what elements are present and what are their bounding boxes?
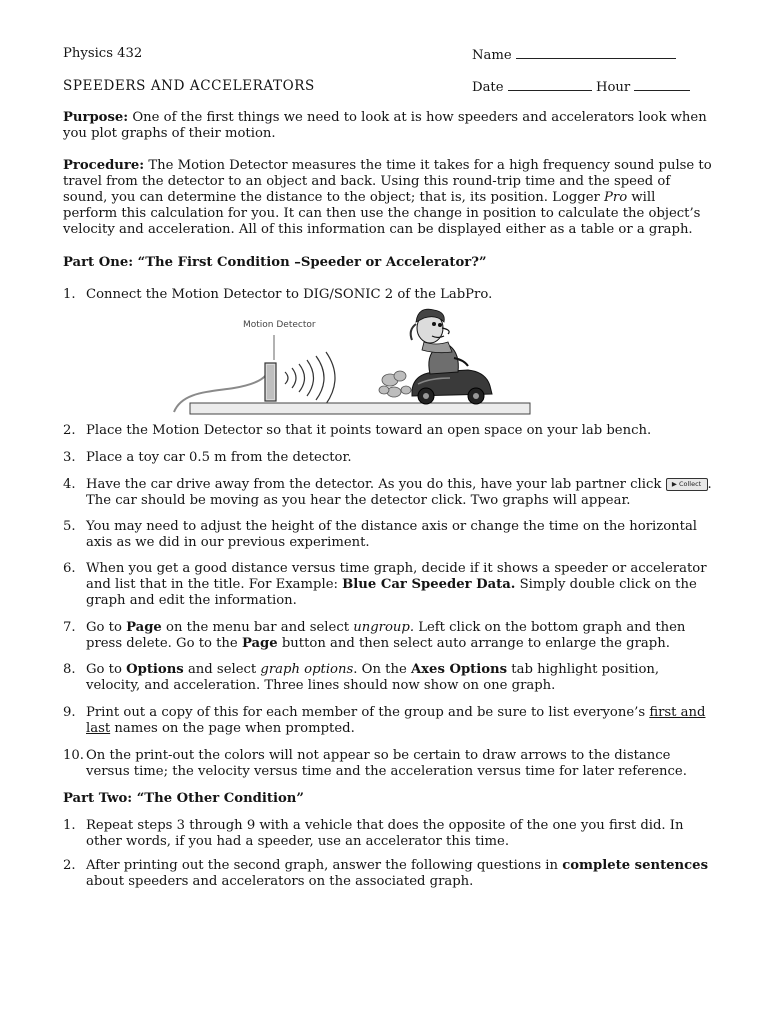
step-number: 6.	[63, 561, 76, 576]
hour-label: Hour	[595, 80, 631, 95]
step8-graph-options: graph options	[260, 662, 354, 677]
step-number: 2.	[63, 858, 76, 873]
step-number: 5.	[63, 519, 76, 534]
step-number: 3.	[63, 450, 76, 465]
dust-clouds	[379, 371, 411, 397]
procedure-pro: Pro	[604, 190, 628, 205]
sound-wave	[307, 360, 314, 396]
date-label: Date	[472, 80, 504, 95]
sound-wave	[292, 368, 296, 388]
p2-step2-text-b: about speeders and accelerators on the associated graph.	[86, 874, 474, 889]
step-text: Place the Motion Detector so that it points toward an open space on your lab bench.	[86, 423, 652, 438]
step-text: On the print-out the colors will not appear so be certain to draw arrows to the distance versus time; the velocity versus time and the acceleration versus time for later reference.	[86, 748, 687, 779]
play-icon: ▶	[671, 480, 677, 488]
step-text	[86, 561, 714, 609]
purpose-label: Purpose:	[63, 110, 129, 125]
p2-step2-text-a: After printing out the second graph, answer the following questions in	[86, 858, 558, 873]
step8-text-b: and select	[187, 662, 257, 677]
collect-label: Collect	[678, 480, 702, 488]
step7-ungroup: ungroup.	[353, 620, 415, 635]
motion-detector-figure	[168, 308, 538, 420]
step-text: Repeat steps 3 through 9 with a vehicle that does the opposite of the one you first did. In other words, if you had a speeder, use an accelerator this time.	[86, 818, 684, 849]
procedure-text-a: The Motion Detector measures the time it takes for a high frequency sound pulse to travel from the detector to an object and back. Using this round-trip time and the speed of sound, you can determine the distance to the object; that is, its position. Logger	[63, 158, 712, 205]
name-field[interactable]	[472, 46, 676, 64]
part-one-heading	[63, 255, 487, 271]
step6-text-b: Simply double click on the graph and edit the information.	[86, 577, 697, 608]
step6-example: Blue Car Speeder Data.	[342, 577, 516, 592]
step8-text-c: . On the	[353, 662, 407, 677]
step7-text-d: button and then select auto arrange to enlarge the graph.	[281, 636, 670, 651]
sound-wave	[285, 372, 288, 384]
purpose-text: One of the first things we need to look at is how speeders and accelerators look when you plot graphs of their motion.	[63, 110, 707, 141]
step9-underlined: first and last	[86, 705, 706, 736]
step8-options: Options	[126, 662, 184, 677]
step-number: 1.	[63, 287, 76, 302]
procedure-label: Procedure:	[63, 158, 145, 173]
step4-text-a: Have the car drive away from the detector. As you do this, have your lab partner click	[86, 477, 662, 492]
step8-axes-options: Axes Options	[410, 662, 508, 677]
step7-page: Page	[126, 620, 162, 635]
step9-text-a: Print out a copy of this for each member of the group and be sure to list everyone’s	[86, 705, 646, 720]
step-number: 9.	[63, 705, 76, 720]
purpose-paragraph	[63, 110, 713, 142]
step8-text-a: Go to	[86, 662, 122, 677]
sound-wave	[326, 352, 335, 404]
part-two-heading	[63, 791, 304, 807]
step7-page-2: Page	[241, 636, 278, 651]
step-number: 10.	[63, 748, 84, 763]
step-text: Connect the Motion Detector to DIG/SONIC 2 of the LabPro.	[86, 287, 493, 302]
step-number: 4.	[63, 477, 76, 492]
step4-text-b: . The car should be moving as you hear the detector click. Two graphs will appear.	[86, 477, 712, 508]
collect-button[interactable]	[666, 478, 708, 491]
procedure-paragraph	[63, 158, 713, 238]
lab-bench	[190, 403, 530, 414]
course-label: Physics 432	[63, 46, 143, 61]
step7-text-c: Left click on the bottom graph and then press delete. Go to the	[86, 620, 686, 651]
detector-face	[267, 365, 274, 399]
date-blank[interactable]	[508, 78, 592, 91]
name-label: Name	[472, 48, 512, 63]
figure-label: Motion Detector	[243, 320, 316, 330]
part-one-heading-text: Part One: “The First Condition –Speeder or Accelerator?”	[63, 255, 487, 270]
hour-blank[interactable]	[634, 78, 690, 91]
part-two-heading-text: Part Two: “The Other Condition”	[63, 791, 304, 806]
step-text: Place a toy car 0.5 m from the detector.	[86, 450, 352, 465]
p2-step2-bold: complete sentences	[562, 858, 708, 873]
step8-text-d: tab highlight position, velocity, and acceleration. Three lines should now show on one graph.	[86, 662, 660, 693]
step-number: 1.	[63, 818, 76, 833]
step6-text-a: When you get a good distance versus time graph, decide if it shows a speeder or accelerator and list that in the title. For Example:	[86, 561, 707, 592]
step-text	[86, 705, 714, 737]
page-title: SPEEDERS AND ACCELERATORS	[63, 78, 315, 94]
procedure-text-b: will perform this calculation for you. It can then use the change in position to calculate the object’s velocity and acceleration. All of this information can be displayed either as a table or a graph.	[63, 190, 701, 237]
step9-text-b: names on the page when prompted.	[114, 721, 355, 736]
step-text	[86, 477, 714, 509]
motion-detector-illustration	[168, 308, 538, 420]
step-text	[86, 662, 714, 694]
step7-text-a: Go to	[86, 620, 122, 635]
toy-car-cartoon	[411, 309, 492, 404]
name-blank[interactable]	[516, 46, 676, 59]
step-text	[86, 620, 714, 652]
step-number: 2.	[63, 423, 76, 438]
sound-wave	[316, 356, 324, 400]
step7-text-b: on the menu bar and select	[166, 620, 350, 635]
step-number: 8.	[63, 662, 76, 677]
step-text	[86, 858, 714, 890]
step-number: 7.	[63, 620, 76, 635]
date-hour-fields	[472, 78, 690, 96]
step-text: You may need to adjust the height of the distance axis or change the time on the horizontal axis as we did in our previous experiment.	[86, 519, 698, 550]
sound-wave	[299, 364, 305, 392]
